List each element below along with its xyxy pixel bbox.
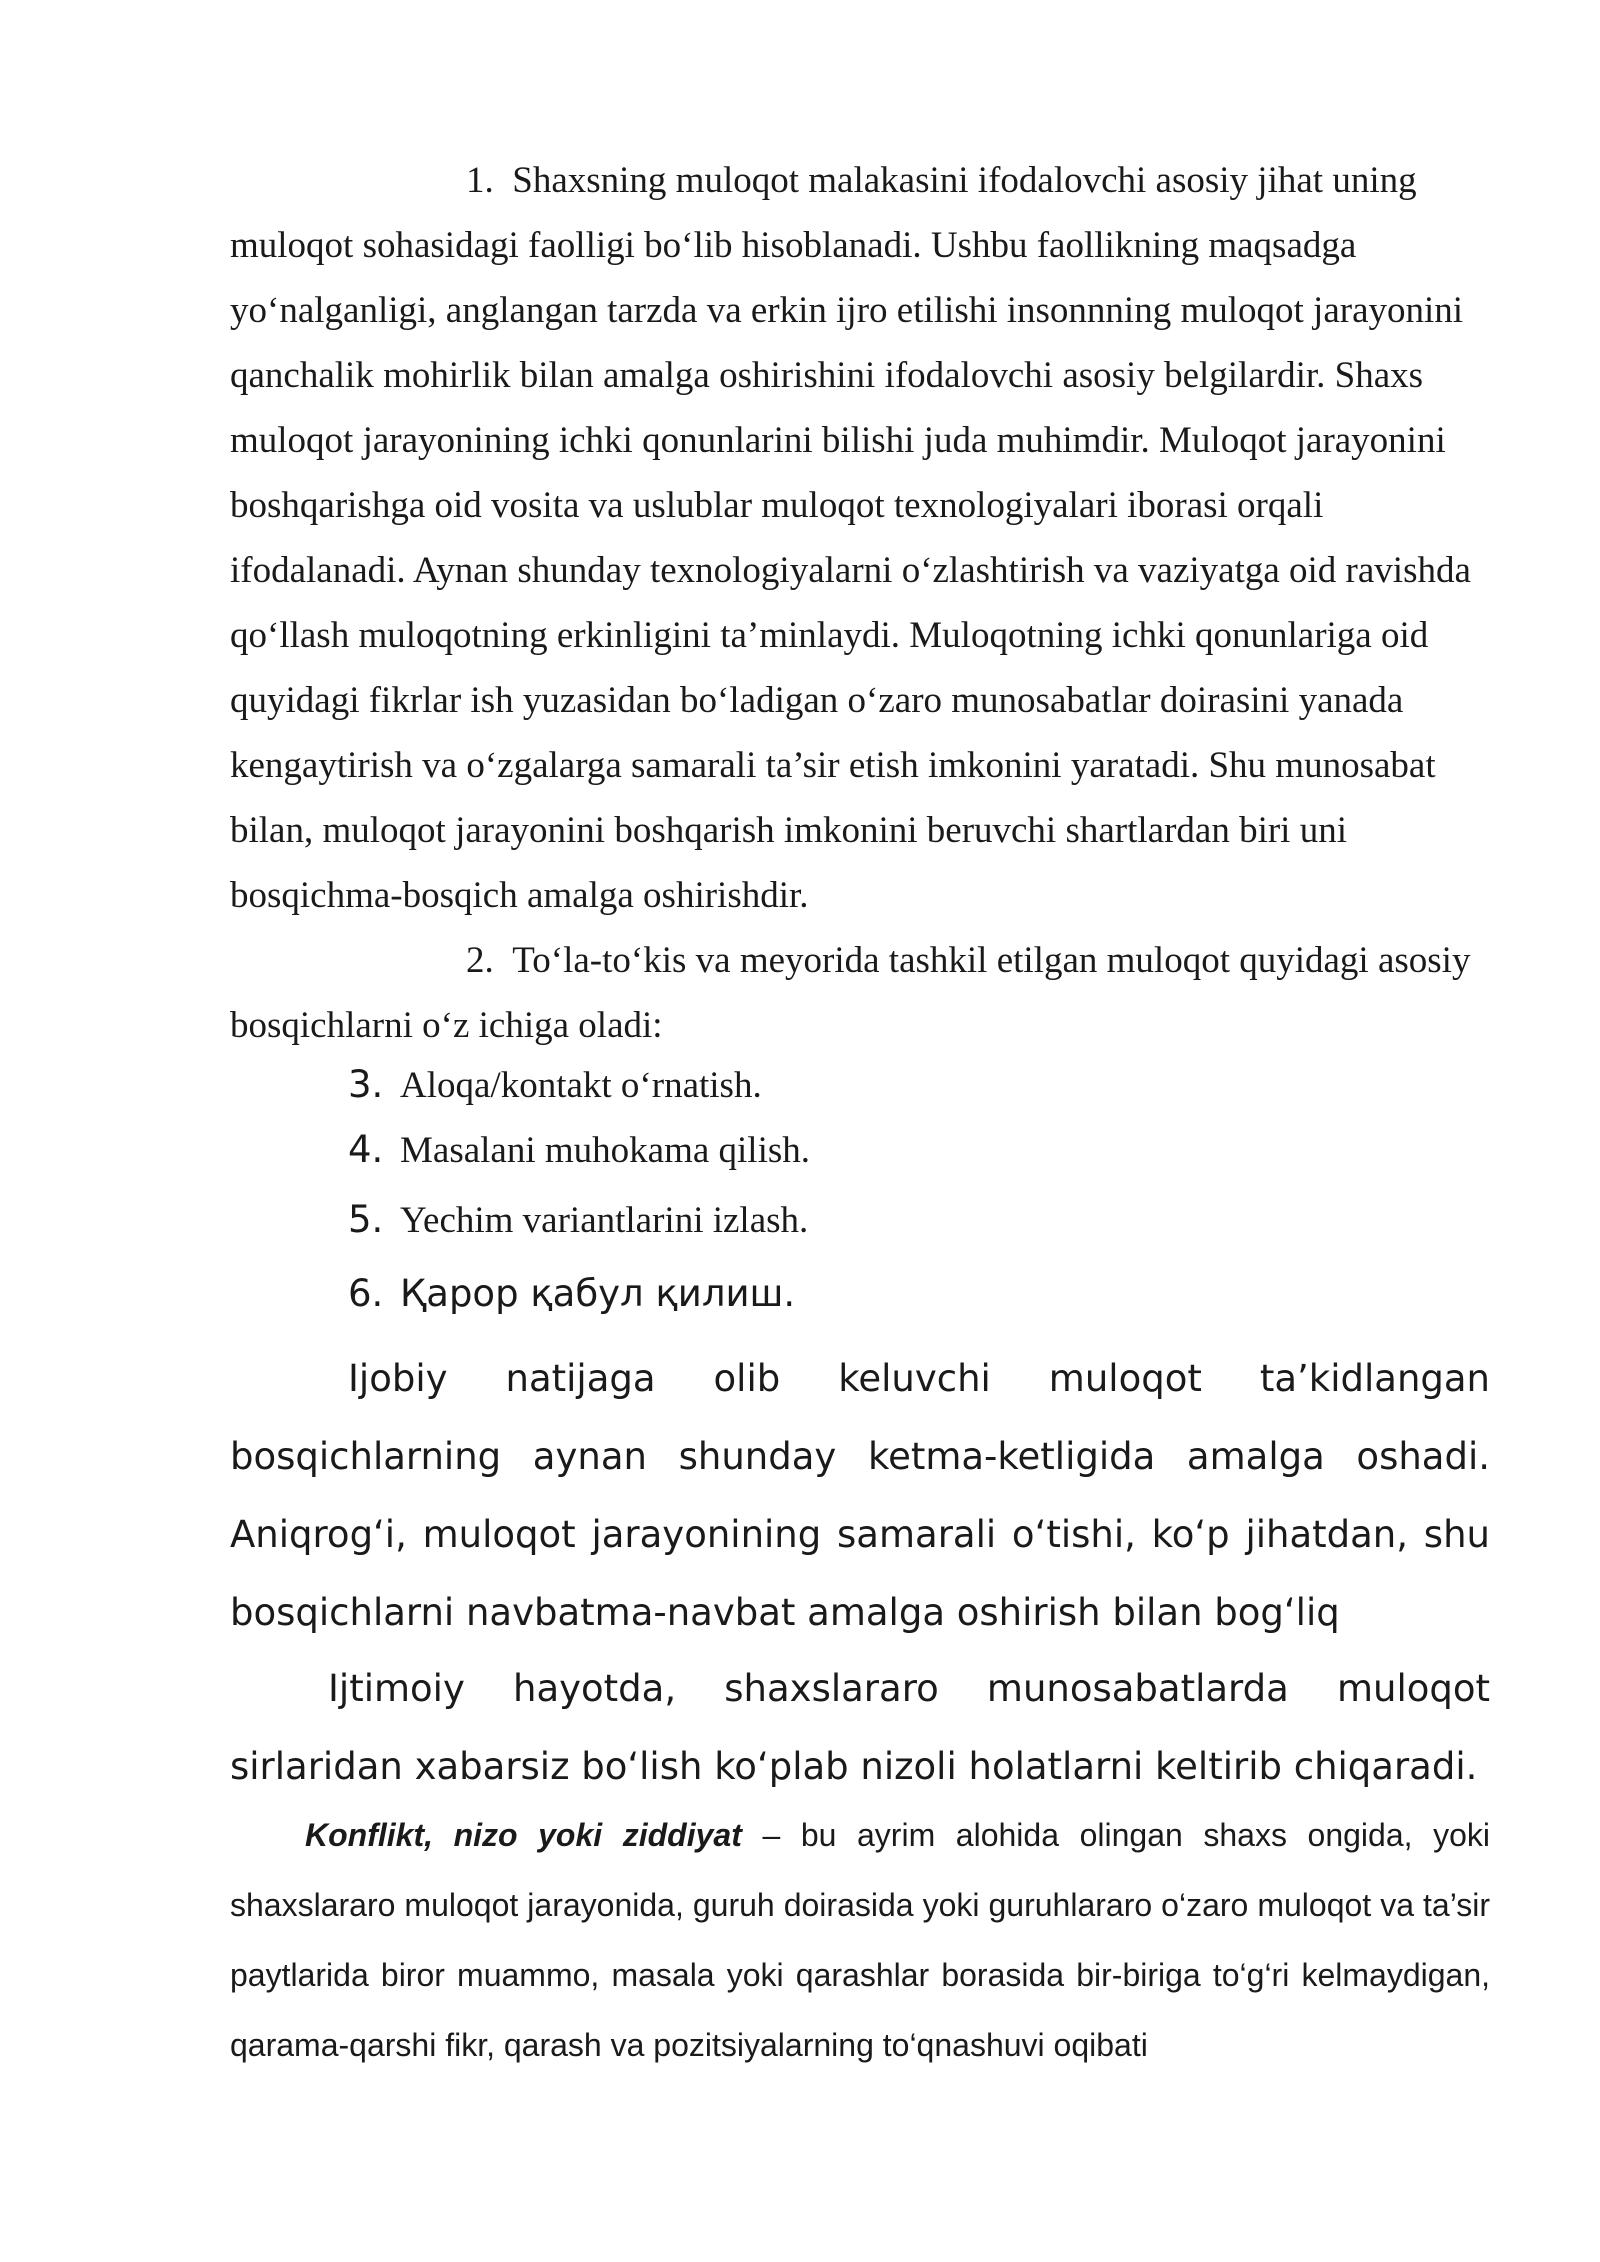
list-item-text: Yechim variantlarini izlash. (400, 1200, 809, 1241)
list-item (348, 1268, 795, 1320)
list-item-text: Қарор қабул қилиш. (400, 1272, 796, 1315)
list-item-number: 4. (348, 1128, 384, 1171)
paragraph-1-text: Shaxsning muloqot malakasini ifodalovchi asosiy jihat uning muloqot sohasidagi faolligi bo‘lib hisoblanadi. Ushbu faollikning maqsadga yo‘nalganligi, anglangan tarzda va erkin ijro etilishi insonnning muloqot jarayonini qanchalik mohirlik bilan amalga oshirishini ifodalovchi asosiy belgilardir. Shaxs muloqot jarayonining ichki qonunlarini bilishi juda muhimdir. Muloqot jarayonini boshqarishga oid vosita va uslublar muloqot texnologiyalari iborasi orqali ifodalanadi. Aynan shunday texnologiyalarni o‘zlashtirish va vaziyatga oid ravishda qo‘llash muloqotning erkinligini ta’minlaydi. Muloqotning ichki qonunlariga oid quyidagi fikrlar ish yuzasidan bo‘ladigan o‘zaro munosabatlar doirasini yanada kengaytirish va o‘zgalarga samarali ta’sir etish imkonini yaratadi. Shu munosabat bilan, muloqot jarayonini boshqarish imkonini beruvchi shartlardan biri uni bosqichma-bosqich amalga oshirishdir. (230, 160, 1471, 916)
paragraph-3: Ijobiy natijaga olib keluvchi muloqot ta’kidlangan bosqichlarning aynan shunday ketma-ketligida amalga oshadi. Aniqrog‘i, muloqot jarayonining samarali o‘tishi, ko‘p jihatdan, shu bosqichlarni navbatma-navbat amalga oshirish bilan bog‘liq (230, 1357, 1490, 1634)
list-item-text: Aloqa/kontakt o‘rnatish. (400, 1065, 762, 1106)
definition-term: Konflikt, nizo yoki ziddiyat (305, 1817, 742, 1853)
definition-text: – bu ayrim alohida olingan shaxs ongida, yoki shaxslararo muloqot jarayonida, guruh doirasida yoki guruhlararo o‘zaro muloqot va ta’sir paytlarida biror muammo, masala yoki qarashlar borasida bir-biriga to‘g‘ri kelmaydigan, qarama-qarshi fikr, qarash va pozitsiyalarning to‘qnashuvi oqibati (230, 1817, 1491, 2063)
list-item (348, 1195, 808, 1246)
list-item-number: 3. (348, 1063, 384, 1106)
paragraph-4: Ijtimoiy hayotda, shaxslararo munosabatlarda muloqot sirlaridan xabarsiz bo‘lish ko‘plab nizoli holatlarni keltirib chiqaradi. (230, 1667, 1490, 1788)
list-item-text: Masalani muhokama qilish. (400, 1130, 811, 1171)
paragraph-5 (230, 1800, 1490, 2080)
list-item (348, 1060, 762, 1111)
paragraph-1 (230, 148, 1490, 928)
list-item-number: 6. (348, 1272, 384, 1315)
paragraph-2-number: 2. (466, 940, 494, 981)
list-item-number: 5. (348, 1198, 384, 1241)
paragraph-2 (230, 928, 1490, 1058)
list-item (348, 1125, 810, 1176)
paragraph-2-text: To‘la-to‘kis va meyorida tashkil etilgan muloqot quyidagi asosiy bosqichlarni o‘z ichiga oladi: (230, 940, 1471, 1046)
paragraph-1-number: 1. (466, 160, 494, 201)
